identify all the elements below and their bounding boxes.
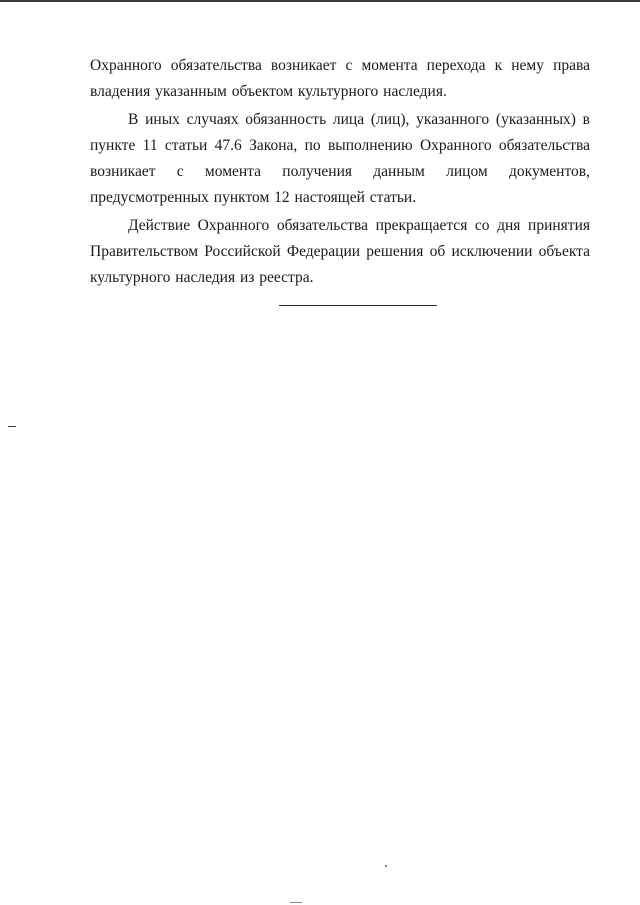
scan-artifact [290,902,302,903]
paragraph-other-cases: В иных случаях обязанность лица (лиц), указанного (указанных) в пункте 11 статьи 47.6 Закона, по выполнению Охранного обязательства возникает с момента получения данным лицом документов, предусмотренных пунктом 12 настоящей статьи. [90,111,590,206]
top-border-line [0,0,640,2]
end-of-text-rule [279,305,437,306]
paragraph-termination: Действие Охранного обязательства прекращается со дня принятия Правительством Российской Федерации решения об исключении объекта культурного наследия из реестра. [90,217,590,286]
margin-mark [8,426,16,427]
document-body [90,53,590,291]
scan-speck [385,865,387,867]
paragraph-continuation: Охранного обязательства возникает с момента перехода к нему права владения указанным объектом культурного наследия. [90,57,590,100]
